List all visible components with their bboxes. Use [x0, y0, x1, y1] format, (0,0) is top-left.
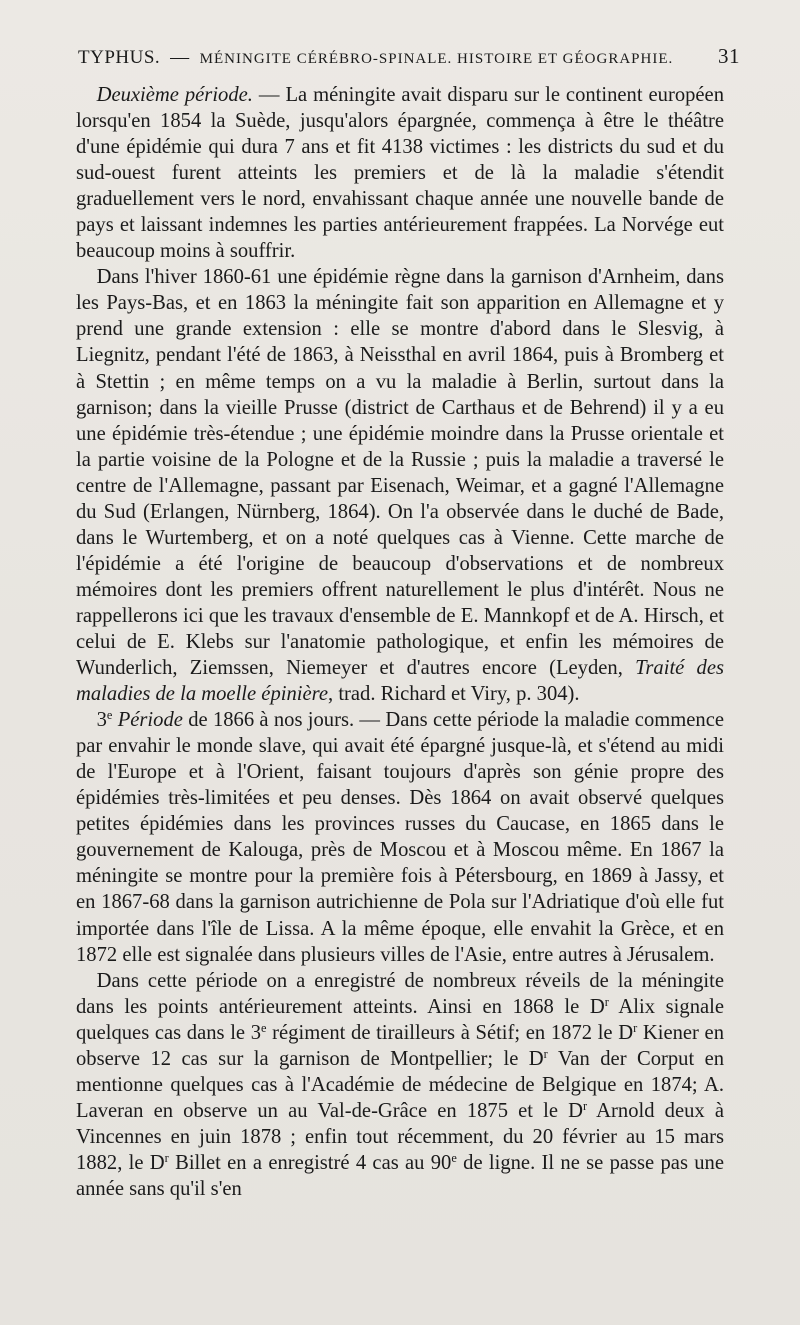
page-body: [76, 82, 724, 1202]
paragraph-4-t3: régiment de tirailleurs à Sétif; en 1872 le D: [266, 1021, 634, 1044]
paragraph-4-t4: Kiener en observe 12 cas sur la garnison de Montpellier; le D: [76, 1021, 724, 1070]
sup-e: e: [451, 1151, 457, 1166]
sup-r: r: [583, 1099, 588, 1114]
header-dash: —: [170, 47, 190, 68]
paragraph-3-number-sup: e: [106, 708, 113, 723]
paragraph-4: [76, 968, 724, 1202]
sup-r: r: [164, 1151, 169, 1166]
header-left: TYPHUS.: [78, 47, 161, 68]
paragraph-2-text-a: Dans l'hiver 1860-61 une épidémie règne dans la garnison d'Arnheim, dans les Pays-Bas, et en 1863 la méningite fait son apparition en Allemagne et y prend une grande extension : elle se montre d'abord dans le Slesvig, à Liegnitz, pendant l'été de 1863, à Neissthal en avril 1864, puis à Bromberg et à Stettin ; en même temps on a vu la maladie à Berlin, surtout dans la garnison; dans la vieille Prusse (district de Carthaus et de Behrend) il y a eu une épidémie très-étendue ; une épidémie moindre dans la Prusse orientale et la partie voisine de la Pologne et de la Russie ; puis la maladie a traversé le centre de l'Allemagne, passant par Eisenach, Weimar, et a gagné l'Allemagne du Sud (Erlangen, Nürnberg, 1864). On l'a observée dans le duché de Bade, dans le Wurtemberg, et on a noté quelques cas à Vienne. Cette marche de l'épidémie a été l'origine de beaucoup d'observations et de nombreux mémoires dont les premiers offrent naturellement le plus d'intérêt. Nous ne rappellerons ici que les travaux d'ensemble de E. Mannkopf et de A. Hirsch, et celui de E. Klebs sur l'anatomie pathologique, et enfin les mémoires de Wunderlich, Ziemssen, Niemeyer et d'autres encore (Leyden,: [76, 266, 724, 680]
sup-r: r: [604, 994, 609, 1009]
paragraph-2: [76, 264, 724, 707]
page-number: 31: [718, 44, 740, 68]
paragraph-4-t8: de ligne. Il ne se passe pas une année sans qu'il s'en: [76, 1151, 724, 1200]
paragraph-3-number: 3: [96, 709, 107, 732]
header-title: MÉNINGITE CÉRÉBRO-SPINALE. HISTOIRE ET GÉOGRAPHIE.: [199, 51, 674, 67]
paragraph-3: [76, 707, 724, 967]
paragraph-1-text: — La méningite avait disparu sur le continent européen lorsqu'en 1854 la Suède, jusqu'alors épargnée, commença à être le théâtre d'une épidémie qui dura 7 ans et fit 4138 victimes : les districts du sud et du sud-ouest furent atteints les premiers et de là la maladie s'étendit graduellement vers le nord, envahissant chaque année une nouvelle bande de pays et laissant indemnes les parties antérieurement frappées. La Norvége eut beaucoup moins à souffrir.: [76, 84, 724, 263]
paragraph-4-t1: Dans cette période on a enregistré de nombreux réveils de la méningite dans les points antérieurement atteints. Ainsi en 1868 le D: [76, 969, 724, 1018]
sup-r: r: [633, 1020, 638, 1035]
sup-r: r: [543, 1046, 548, 1061]
paragraph-3-text: de 1866 à nos jours. — Dans cette période la maladie commence par envahir le monde slave, qui avait été épargné jusque-là, et s'étend au midi de l'Europe et à l'Orient, faisant toujours d'après son génie propre des épidémies très-limitées et peu denses. Dès 1864 on avait observé quelques petites épidémies dans les provinces russes du Caucase, en 1865 dans le gouvernement de Kalouga, près de Moscou et à Moscou même. En 1867 la méningite se montre pour la première fois à Pétersbourg, en 1869 à Jassy, et en 1867-68 dans la garnison autrichienne de Pola sur l'Adriatique d'où elle fut importée dans l'île de Lissa. A la même époque, elle envahit la Grèce, et en 1872 elle est signalée dans plusieurs villes de l'Asie, entre autres à Jérusalem.: [76, 709, 724, 966]
paragraph-2-text-b: , trad. Richard et Viry, p. 304).: [328, 683, 580, 706]
sup-e: e: [261, 1020, 267, 1035]
paragraph-4-t5: Van der Corput en mentionne quelques cas à l'Académie de médecine de Belgique en 1874; A. Laveran en observe un au Val-de-Grâce en 1875 et le D: [76, 1047, 725, 1122]
paragraph-2-book-title: Traité des maladies de la moelle épinière: [76, 657, 724, 706]
paragraph-4-t2: Alix signale quelques cas dans le 3: [76, 995, 724, 1044]
paragraph-4-t6: Arnold deux à Vincennes en juin 1878 ; enfin tout récemment, du 20 février au 15 mars 1882, le D: [76, 1099, 724, 1174]
paragraph-1: [76, 82, 724, 264]
paragraph-1-lead: Deuxième période.: [96, 84, 253, 106]
paragraph-3-lead: Période: [117, 709, 183, 732]
paragraph-4-t7: Billet en a enregistré 4 cas au 90: [168, 1151, 452, 1174]
running-header: [78, 44, 740, 69]
